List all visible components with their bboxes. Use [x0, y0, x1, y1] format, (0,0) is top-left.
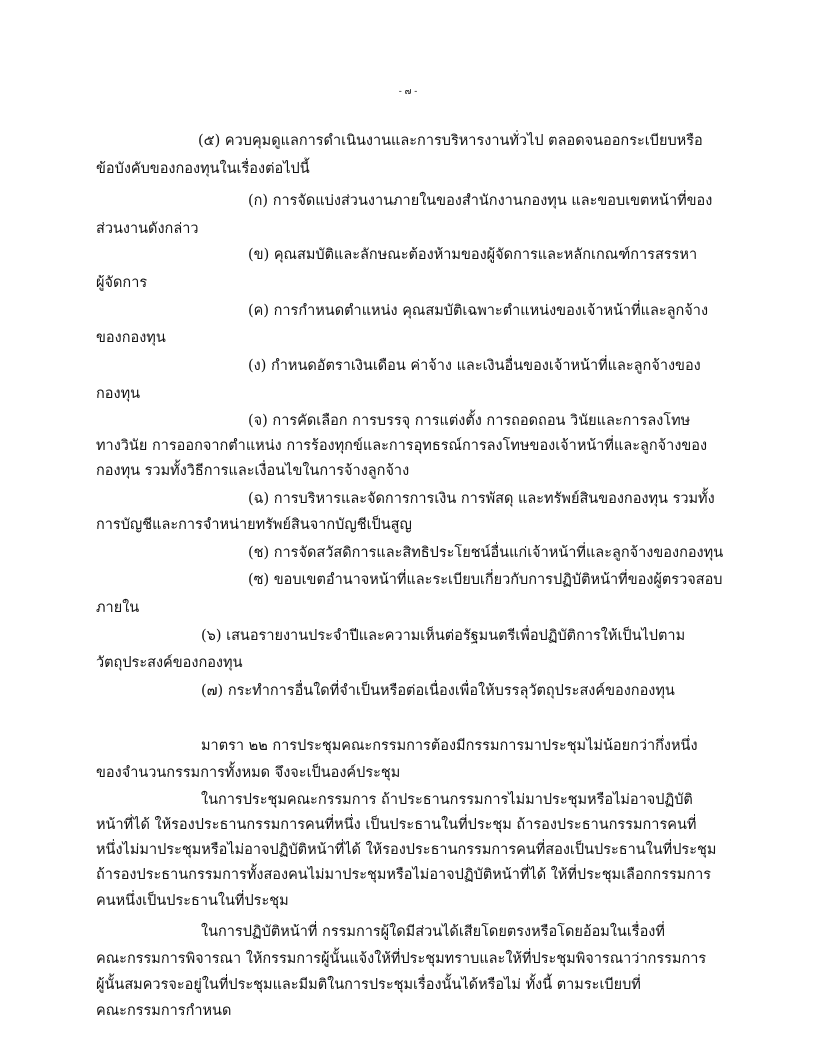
- item-ko-line-1: (ก) การจัดแบ่งส่วนงานภายในของสำนักงานกองทุน และขอบเขตหน้าที่ของ: [248, 193, 713, 209]
- conflict-para-line-3: ผู้นั้นสมควรจะอยู่ในที่ประชุมและมีมติในการประชุมเรื่องนั้นได้หรือไม่ ทั้งนี้ ตามระเบียบที่: [96, 977, 641, 993]
- conflict-para-line-4: คณะกรรมการกำหนด: [96, 1003, 232, 1019]
- clause-5-line-2: ข้อบังคับของกองทุนในเรื่องต่อไปนี้: [96, 161, 310, 177]
- item-chho-line-2: การบัญชีและการจำหน่ายทรัพย์สินจากบัญชีเป็นสูญ: [96, 517, 412, 533]
- clause-6-line-1: (๖) เสนอรายงานประจำปีและความเห็นต่อรัฐมนตรีเพื่อปฏิบัติการให้เป็นไปตาม: [201, 628, 686, 644]
- chair-para-line-5: คนหนึ่งเป็นประธานในที่ประชุม: [96, 893, 289, 909]
- item-kho-line-1: (ข) คุณสมบัติและลักษณะต้องห้ามของผู้จัดการและหลักเกณฑ์การสรรหา: [248, 247, 698, 263]
- chair-para-line-2: หน้าที่ได้ ให้รองประธานกรรมการคนที่หนึ่ง เป็นประธานในที่ประชุม ถ้ารองประธานกรรมการคนที่: [96, 817, 697, 833]
- item-ngo-line-1: (ง) กำหนดอัตราเงินเดือน ค่าจ้าง และเงินอื่นของเจ้าหน้าที่และลูกจ้างของ: [248, 358, 701, 374]
- item-so-line-1: (ซ) ขอบเขตอำนาจหน้าที่และระเบียบเกี่ยวกับการปฏิบัติหน้าที่ของผู้ตรวจสอบ: [248, 572, 723, 588]
- item-cho-line-2: ทางวินัย การออกจากตำแหน่ง การร้องทุกข์และการอุทธรณ์การลงโทษของเจ้าหน้าที่และลูกจ้างของ: [96, 438, 708, 454]
- conflict-para-line-1: ในการปฏิบัติหน้าที่ กรรมการผู้ใดมีส่วนได้เสียโดยตรงหรือโดยอ้อมในเรื่องที่: [201, 924, 665, 940]
- clause-7-line: (๗) กระทำการอื่นใดที่จำเป็นหรือต่อเนื่องเพื่อให้บรรลุวัตถุประสงค์ของกองทุน: [201, 683, 675, 699]
- item-chho-line-1: (ฉ) การบริหารและจัดการการเงิน การพัสดุ และทรัพย์สินของกองทุน รวมทั้ง: [248, 491, 715, 507]
- item-cho-line-1: (จ) การคัดเลือก การบรรจุ การแต่งตั้ง การถอดถอน วินัยและการลงโทษ: [248, 413, 691, 429]
- item-ngo-line-2: กองทุน: [96, 386, 141, 402]
- item-cho-line-3: กองทุน รวมทั้งวิธีการและเงื่อนไขในการจ้างลูกจ้าง: [96, 463, 410, 479]
- clause-5-line-1: (๕) ควบคุมดูแลการดำเนินงานและการบริหารงานทั่วไป ตลอดจนออกระเบียบหรือ: [198, 133, 703, 149]
- clause-6-line-2: วัตถุประสงค์ของกองทุน: [96, 655, 243, 671]
- conflict-para-line-2: คณะกรรมการพิจารณา ให้กรรมการผู้นั้นแจ้งให้ที่ประชุมทราบและให้ที่ประชุมพิจารณาว่ากรรมการ: [96, 951, 707, 967]
- chair-para-line-1: ในการประชุมคณะกรรมการ ถ้าประธานกรรมการไม่มาประชุมหรือไม่อาจปฏิบัติ: [201, 792, 693, 808]
- section-22-line-1: มาตรา ๒๒ การประชุมคณะกรรมการต้องมีกรรมการมาประชุมไม่น้อยกว่ากึ่งหนึ่ง: [201, 738, 698, 754]
- item-kho-khwai-line-1: (ค) การกำหนดตำแหน่ง คุณสมบัติเฉพาะตำแหน่งของเจ้าหน้าที่และลูกจ้าง: [248, 303, 709, 319]
- chair-para-line-3: หนึ่งไม่มาประชุมหรือไม่อาจปฏิบัติหน้าที่ได้ ให้รองประธานกรรมการคนที่สองเป็นประธานในที่ประชุม: [96, 842, 717, 858]
- section-22-line-2: ของจำนวนกรรมการทั้งหมด จึงจะเป็นองค์ประชุม: [96, 765, 401, 781]
- chair-para-line-4: ถ้ารองประธานกรรมการทั้งสองคนไม่มาประชุมหรือไม่อาจปฏิบัติหน้าที่ได้ ให้ที่ประชุมเลือกกรรมการ: [96, 867, 712, 883]
- item-kho-line-2: ผู้จัดการ: [96, 275, 148, 291]
- page-number: - ๗ -: [398, 87, 418, 97]
- item-so-line-2: ภายใน: [96, 600, 140, 616]
- item-ko-line-2: ส่วนงานดังกล่าว: [96, 221, 199, 237]
- item-cho-chang-line: (ช) การจัดสวัสดิการและสิทธิประโยชน์อื่นแก่เจ้าหน้าที่และลูกจ้างของกองทุน: [248, 545, 724, 561]
- item-kho-khwai-line-2: ของกองทุน: [96, 330, 166, 346]
